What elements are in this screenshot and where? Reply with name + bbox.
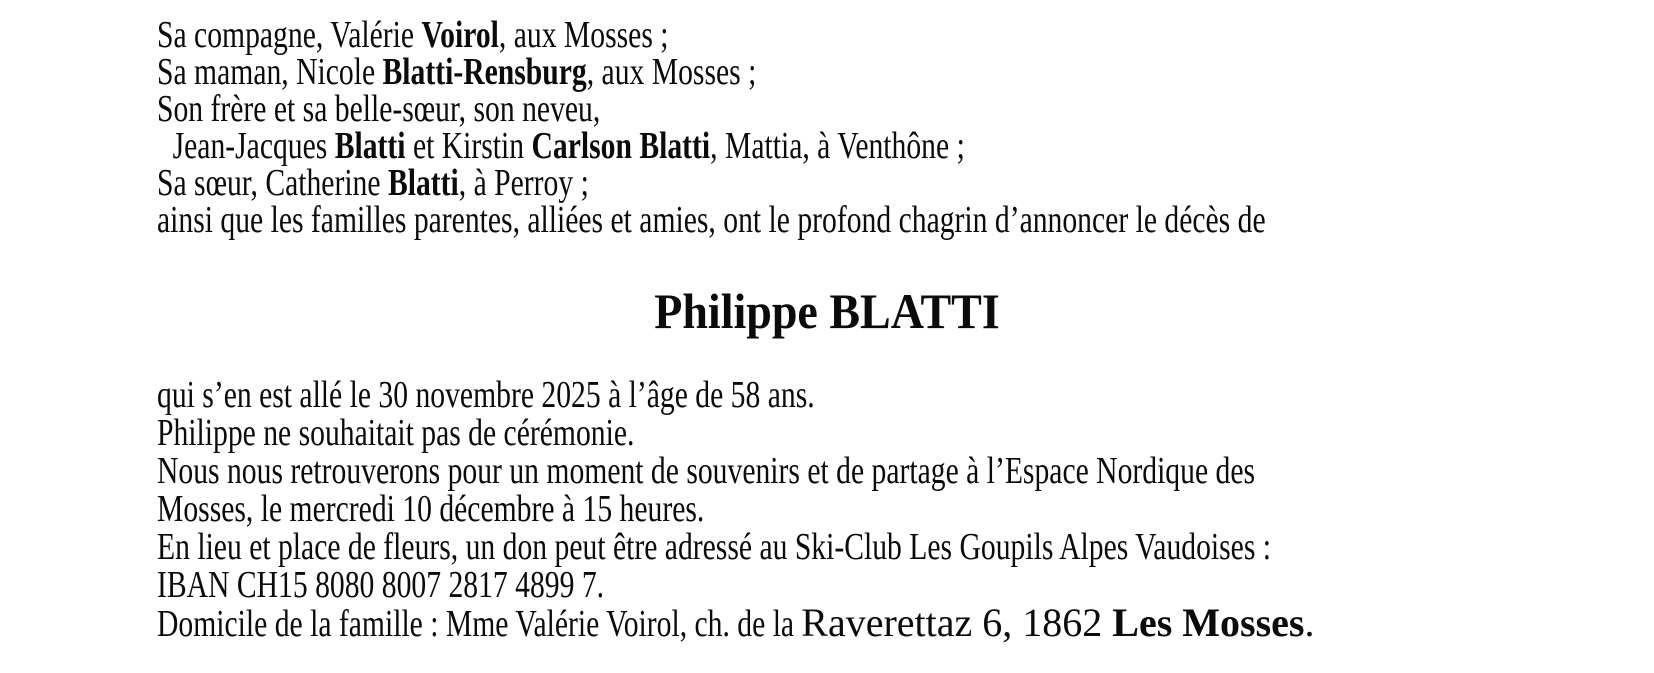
line-text: ainsi que les familles parentes, alliées et amies, ont le profond chagrin d’annoncer le décès de <box>157 199 1266 241</box>
family-paragraph <box>157 14 1585 241</box>
line-text: Sa sœur, Catherine <box>157 162 388 204</box>
line-text: Mosses, le mercredi 10 décembre à 15 heures. <box>157 488 705 530</box>
family-name-bold: Voirol <box>421 14 499 56</box>
family-line-brother-names <box>157 125 1271 167</box>
domicile-line <box>157 600 1315 645</box>
family-name-bold: Blatti-Rensburg <box>382 51 587 93</box>
gathering-line-2 <box>157 490 1271 528</box>
line-text: , aux Mosses ; <box>498 14 669 56</box>
address-text: Raverettaz 6, 1862 <box>801 600 1113 645</box>
family-line-sister <box>157 162 1271 204</box>
line-text: IBAN CH15 8080 8007 2817 4899 7. <box>157 564 605 606</box>
line-text: , à Perroy ; <box>458 162 589 204</box>
details-paragraph <box>157 376 1585 643</box>
family-name-bold: Carlson Blatti <box>531 125 711 167</box>
line-text: En lieu et place de fleurs, un don peut être adressé au Ski-Club Les Goupils Alpes Vaudoises : <box>157 526 1272 568</box>
donation-line <box>157 528 1271 566</box>
iban-line <box>157 566 1271 604</box>
family-name-bold: Blatti <box>334 125 406 167</box>
family-name-bold: Blatti <box>387 162 459 204</box>
deceased-name-title: Philippe BLATTI <box>654 283 1000 339</box>
line-text: et Kirstin <box>405 125 532 167</box>
line-text: , aux Mosses ; <box>586 51 757 93</box>
death-date-line <box>157 376 1271 414</box>
address-alt-font <box>801 600 1315 645</box>
locality-bold: Les Mosses <box>1112 600 1305 645</box>
family-line-companion <box>157 14 1271 56</box>
announcement-line <box>157 199 1271 241</box>
line-text: , Mattia, à Venthône ; <box>710 125 965 167</box>
gathering-line-1 <box>157 452 1271 490</box>
line-text: Jean-Jacques <box>172 125 335 167</box>
family-line-brother-intro <box>157 88 1271 130</box>
line-text: Son frère et sa belle-sœur, son neveu, <box>157 88 601 130</box>
line-text: Domicile de la famille : Mme Valérie Voirol, ch. de la <box>157 603 802 645</box>
line-text: Sa maman, Nicole <box>157 51 383 93</box>
family-line-mother <box>157 51 1271 93</box>
no-ceremony-line <box>157 414 1271 452</box>
line-text: Sa compagne, Valérie <box>157 14 422 56</box>
line-text: Philippe ne souhaitait pas de cérémonie. <box>157 412 635 454</box>
line-text: . <box>1304 600 1315 645</box>
line-text: qui s’en est allé le 30 novembre 2025 à l’âge de 58 ans. <box>157 374 815 416</box>
line-text: Nous nous retrouverons pour un moment de souvenirs et de partage à l’Espace Nordique des <box>157 450 1256 492</box>
